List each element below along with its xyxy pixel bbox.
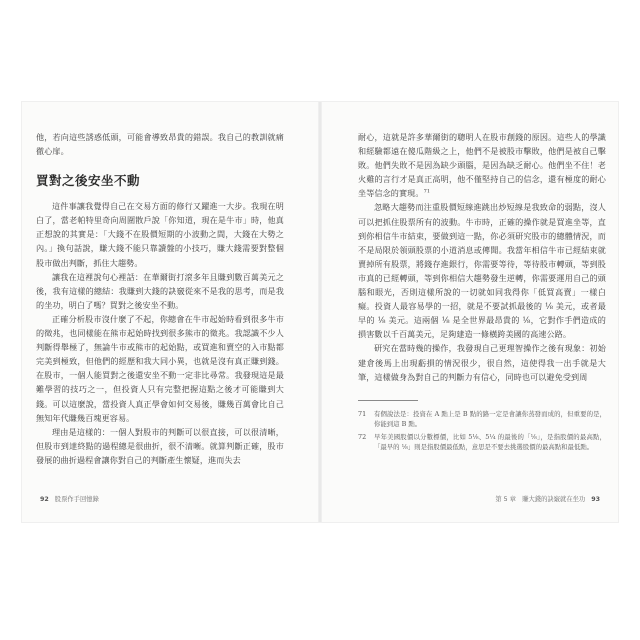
right-paragraph xyxy=(358,130,606,200)
right-running-title: 第 5 章 賺大錢的訣竅就在坐功 xyxy=(495,496,586,503)
section-heading: 買對之後安坐不動 xyxy=(36,173,141,189)
right-paragraph: 忽略大趨勢而注重股價短線進跳出炒短線是我致命的弱點，沒人可以把抓住股票所有的波動。牛市時，正確的操作就是買進坐等，直到你相信牛市結束，要做到這一點，你必須研究股市的總體情況，而不是局限於領頭股票的小道消息或傳聞。我當年相信牛市已經結束就賣掉所有股票，將錢存進銀行，你需要等待，等待股市轉頭，等到股市真的已經轉頭，等到你相信大趨勢發生逆轉，你需要運用自己的頭腦和眼光，否則這樣所說的一切就如同我得你「低買高賣」一樣白癡。投資人最容易學的一招，就是不要試抓最後的 ⅛ 美元，或者最早的 ⅛ 美元。這兩個 ⅛ 是全世界最昂貴的 ⅛，它對作手們造成的損害數以千百萬美元，足夠建造一條橫跨美國的高速公路。 xyxy=(358,202,606,340)
book-gutter xyxy=(318,102,322,522)
right-paragraph-text: 耐心，這就是許多華爾街的聰明人在股市創錢的原因。這些人的學識和經驗都遠在傻瓜階級之上，他們不是被股市擊敗，他們是被自己擊敗。他們失敗不是因為缺少頭腦，是因為缺乏耐心。他們坐不住！老火雞的言行才是真正高明，他不僅堅持自己的信念，還有極度的耐心坐等信念的實現。 xyxy=(358,132,606,199)
footnote-text: 早年美國股價以分數標價，比如 5⅛、5¼ 的最後的「⅛」，是指股價的最高點，「最早的 ⅛」則是指股價最低點，意思是不要去挑選股價的最高點和最低點。 xyxy=(374,433,606,452)
footnote xyxy=(358,409,606,429)
right-page xyxy=(358,130,606,490)
left-page xyxy=(36,130,284,490)
footnote-number: 72 xyxy=(358,433,367,442)
left-paragraph: 正確分析股市沒什麼了不起，你總會在牛市起始時看到很多牛市的徵兆，也同樣能在熊市起始時找到很多熊市的徵兆。我認識不少人判斷得舉極了，無論牛市或熊市的起始點，或買進和賣空的入市點都完美到極致，但他們的經歷和我大同小異，也就是沒有真正賺到錢。在股市，一個人能買對之後還安坐不動一定非比尋常。我發現這是最難學習的技巧之一，但投資人只有完整把握這點之後才可能賺到大錢。可以這麼說，當投資人真正學會如何交易後，賺幾百萬會比自己無知年代賺幾百塊更容易。 xyxy=(36,313,284,423)
left-paragraph: 讓我在這裡說句心裡話：在華爾街打滾多年且賺到數百萬美元之後，我有這樣的總結：我賺到大錢的訣竅從來不是我的思考，而是我的坐功，明白了嗎？買對之後安坐不動。 xyxy=(36,271,284,310)
footnote-number: 71 xyxy=(358,409,367,418)
book-spread xyxy=(22,102,618,522)
left-paragraph: 理由是這樣的：一個人對股市的判斷可以很直接，可以很清晰，但股市到達終點的過程總是很曲折，很不清晰。就算判斷正確，股市發展的曲折過程會讓你對自己的判斷產生懷疑，進而失去 xyxy=(36,426,284,465)
right-paragraph: 研究在當時幾的操作，我發現自己更理智操作之後有現象：初始建倉後馬上出現虧損的情況很少，很自然，這使得我一出手就是大筆，這樣做身為對自己的判斷力有信心，同時也可以避免受到周 xyxy=(358,343,606,382)
footnote xyxy=(358,432,606,452)
footnote-marker: 71 xyxy=(423,188,431,195)
left-running-title: 股票作手回憶錄 xyxy=(54,496,99,503)
right-folio xyxy=(495,494,604,503)
left-page-number: 92 xyxy=(40,496,49,503)
footnote-divider xyxy=(358,400,418,401)
left-continued-paragraph: 他，若向這些誘惑低頭，可能會導致昂貴的錯誤。我自己的教訓就痛徹心扉。 xyxy=(36,132,284,157)
left-folio xyxy=(36,494,99,503)
footnote-text: 有個說法是：投資在 A 點上是 B 點的路一定是會讓你蒸發而成的，但重要的是，你能到這 B 點。 xyxy=(374,409,606,428)
right-page-number: 93 xyxy=(591,496,600,503)
left-paragraph: 這件事讓我覺得自己在交易方面的修行又躍進一大步。我現在明白了，當老帕特里奇向周圍散戶說「你知道，現在是牛市」時，他真正想說的其實是：「大錢不在股價短期的小波動之間，大錢在大勢之內。」換句話說，賺大錢不能只靠讀盤的小技巧，賺大錢需要對整個股市做出判斷，抓住大趨勢。 xyxy=(36,201,284,268)
